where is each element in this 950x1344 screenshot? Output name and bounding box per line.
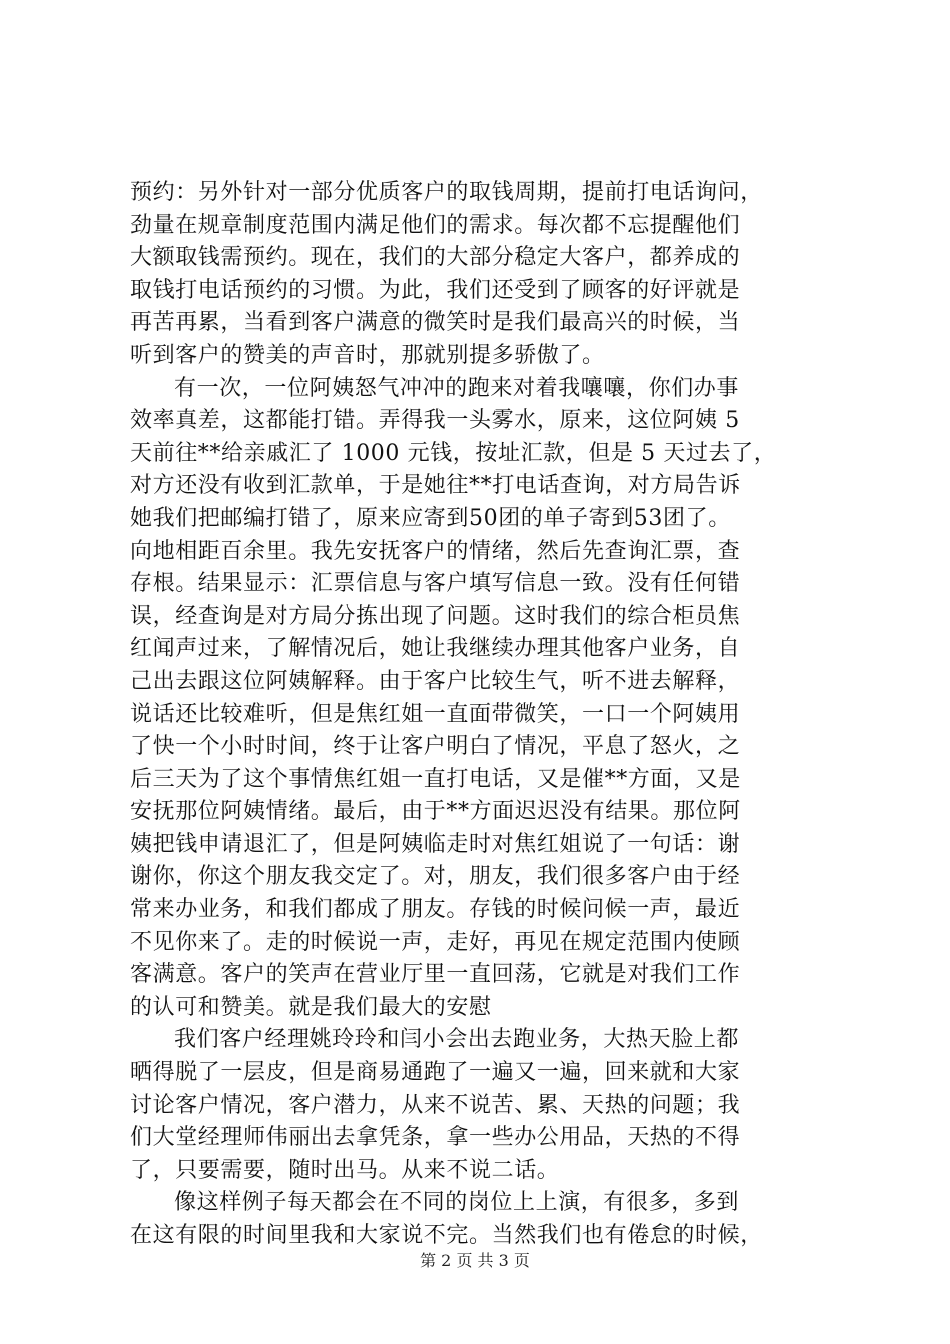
text-line: 对方还没有收到汇款单，于是她往**打电话查询，对方局告诉 [130,473,741,499]
text-line: 的认可和赞美。就是我们最大的安慰 [130,994,492,1020]
text-line: 谢你，你这个朋友我交定了。对，朋友，我们很多客户由于经 [130,864,741,890]
text-line: 己出去跟这位阿姨解释。由于客户比较生气，听不进去解释， [130,668,741,694]
text-line: 有一次，一位阿姨怒气冲冲的跑来对着我嚷嚷，你们办事 [174,375,740,401]
text-line: 再苦再累，当看到客户满意的微笑时是我们最高兴的时候，当 [130,310,741,336]
text-line: 预约：另外针对一部分优质客户的取钱周期，提前打电话询问， [130,180,763,205]
text-line: 存根。结果显示：汇票信息与客户填写信息一致。没有任何错 [130,571,741,597]
text-line: 安抚那位阿姨情绪。最后，由于**方面迟迟没有结果。那位阿 [130,799,741,825]
text-line: 她我们把邮编打错了，原来应寄到50团的单子寄到53团了。 [130,505,731,531]
text-line: 客满意。客户的笑声在营业厅里一直回荡，它就是对我们工作 [130,962,741,988]
text-line: 常来办业务，和我们都成了朋友。存钱的时候问候一声，最近 [130,897,741,923]
text-line: 像这样例子每天都会在不同的岗位上上演，有很多，多到 [174,1190,740,1216]
text-line: 取钱打电话预约的习惯。为此，我们还受到了顾客的好评就是 [130,277,741,303]
text-line: 了，只要需要，随时出马。从来不说二话。 [130,1157,560,1183]
text-line: 讨论客户情况，客户潜力，从来不说苦、累、天热的问题；我 [130,1092,741,1118]
text-line: 我们客户经理姚玲玲和闫小会出去跑业务，大热天脸上都 [174,1027,740,1053]
body-text [130,177,830,1253]
page-footer: 第 2 页 共 3 页 [420,1251,530,1270]
text-line: 姨把钱申请退汇了，但是阿姨临走时对焦红姐说了一句话：谢 [130,831,741,857]
text-line: 后三天为了这个事情焦红姐一直打电话，又是催**方面，又是 [130,766,741,792]
text-line: 在这有限的时间里我和大家说不完。当然我们也有倦怠的时候， [130,1223,763,1248]
text-line: 说话还比较难听，但是焦红姐一直面带微笑，一口一个阿姨用 [130,701,741,727]
text-line: 误，经查询是对方局分拣出现了问题。这时我们的综合柜员焦 [130,603,741,629]
text-line: 红闻声过来，了解情况后，她让我继续办理其他客户业务，自 [130,636,741,662]
text-line: 向地相距百余里。我先安抚客户的情绪，然后先查询汇票，查 [130,538,741,564]
text-line: 不见你来了。走的时候说一声，走好，再见在规定范围内使顾 [130,929,741,955]
text-line: 劲量在规章制度范围内满足他们的需求。每次都不忘提醒他们 [130,212,741,238]
text-line: 晒得脱了一层皮，但是商易通跑了一遍又一遍，回来就和大家 [130,1060,741,1086]
text-line: 们大堂经理师伟丽出去拿凭条，拿一些办公用品，天热的不得 [130,1125,741,1151]
text-line: 天前往**给亲戚汇了 1000 元钱，按址汇款，但是 5 天过去了， [130,440,777,466]
text-line: 效率真差，这都能打错。弄得我一头雾水，原来，这位阿姨 5 [130,408,740,434]
text-line: 了快一个小时时间，终于让客户明白了情况，平息了怒火，之 [130,734,741,760]
text-line: 听到客户的赞美的声音时，那就别提多骄傲了。 [130,342,605,368]
text-line: 大额取钱需预约。现在，我们的大部分稳定大客户，都养成的 [130,245,741,271]
